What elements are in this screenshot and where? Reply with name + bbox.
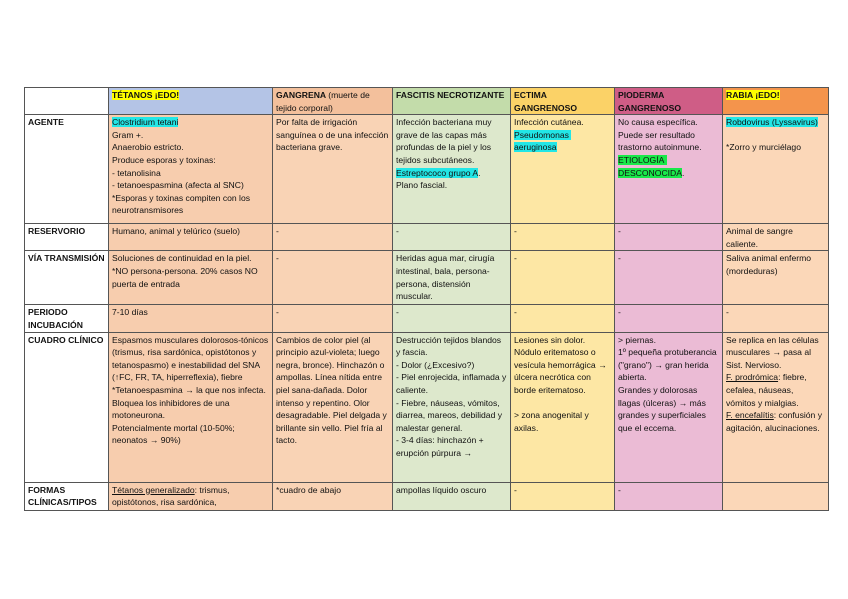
cell-text-after: : trismus, opistótonos, risa sardónica, <box>112 484 232 508</box>
header-tetanos <box>109 88 273 115</box>
table-cell <box>723 332 829 482</box>
cell-highlight: Clostridium tetani <box>112 117 179 128</box>
table-row <box>25 224 829 251</box>
table-cell: ampollas líquido oscuro <box>393 482 511 510</box>
cell-text: Se replica en las células musculares → pasa al Sist. Nervioso. <box>726 334 819 370</box>
row-label-formas-clinicas: FORMAS CLÍNICAS/TIPOS <box>25 482 109 510</box>
cell-text: Infección cutánea. <box>514 117 584 128</box>
cell-text: *Zorro y murciélago <box>726 142 801 153</box>
table-cell: Cambios de color piel (al principio azul-violeta; luego negra, bronce). Hinchazón o ampollas. Línea nítida entre piel sana-dañada. Dolor intenso y repentino. Olor desagradable. Piel delgada y brillante sin vello. Piel fría al tacto. <box>273 332 393 482</box>
table-cell: Espasmos musculares dolorosos-tónicos (trismus, risa sardónica, opistótonos y tetanospasmo) e inestabilidad del SNA (↑FC, FR, TA, hiperreflexia), fiebre *Tetanoespasmina → la que nos infecta. Bloquea los inhibidores de una motoneurona. Potencialmente mortal (10-50%; neonatos → 90%) <box>109 332 273 482</box>
header-row <box>25 88 829 115</box>
header-gangrena-label: GANGRENA <box>276 90 326 100</box>
table-row <box>25 332 829 482</box>
cell-ectima-agente <box>511 115 615 224</box>
table-cell: - <box>723 305 829 332</box>
header-corner <box>25 88 109 115</box>
table-cell: - <box>393 224 511 251</box>
table-cell: *cuadro de abajo <box>273 482 393 510</box>
table-cell: Animal de sangre caliente. <box>723 224 829 251</box>
header-fascitis: FASCITIS NECROTIZANTE <box>393 88 511 115</box>
table-cell: Humano, animal y telúrico (suelo) <box>109 224 273 251</box>
disease-comparison-table <box>24 87 829 511</box>
cell-text-after: : confusión y agitación, alucinaciones. <box>726 410 825 433</box>
type-tetanos-generalizado: Tétanos generalizado <box>112 484 195 495</box>
cell-rabia-agente <box>723 115 829 224</box>
table-cell: - <box>273 305 393 332</box>
table-cell: - <box>615 482 723 510</box>
cell-highlight: Pseudomonas aeruginosa <box>514 129 572 153</box>
cell-text-after: . <box>681 167 685 178</box>
header-gangrena <box>273 88 393 115</box>
cell-text-after: . Plano fascial. <box>396 167 481 191</box>
table-cell: - <box>615 224 723 251</box>
table-cell: Destrucción tejidos blandos y fascia. - Dolor (¿Excesivo?) - Piel enrojecida, inflamada y caliente. - Fiebre, náuseas, vómitos, diarrea, mareos, debilidad y malestar general. - 3-4 días: hinchazón + erupción púrpura → <box>393 332 511 482</box>
table-cell: Heridas agua mar, cirugía intestinal, bala, persona-persona, distensión muscular. <box>393 251 511 305</box>
cell-text: No causa específica. Puede ser resultado trastorno autoinmune. <box>618 117 702 153</box>
table-row <box>25 305 829 332</box>
table-row <box>25 115 829 224</box>
table-cell: - <box>511 305 615 332</box>
table-row <box>25 482 829 510</box>
table-cell: - <box>511 224 615 251</box>
header-gangrena-note: (muerte de tejido corporal) <box>276 90 373 113</box>
cell-highlight: Robdovirus (Lyssavirus) <box>726 117 818 128</box>
phase-prodromica: F. prodrómica <box>726 372 779 383</box>
row-label-periodo-incubacion: PERIODO INCUBACIÓN <box>25 305 109 332</box>
cell-tetanos-agente <box>109 115 273 224</box>
phase-encefalitis: F. encefalítis <box>726 410 774 421</box>
row-label-reservorio: RESERVORIO <box>25 224 109 251</box>
row-label-agente: AGENTE <box>25 115 109 224</box>
table-cell: Soluciones de continuidad en la piel. *NO persona-persona. 20% casos NO puerta de entrada <box>109 251 273 305</box>
table-cell <box>109 482 273 510</box>
cell-fascitis-agente <box>393 115 511 224</box>
header-rabia <box>723 88 829 115</box>
cell-highlight: ETIOLOGÍA DESCONOCIDA <box>618 154 682 178</box>
row-label-cuadro-clinico: CUADRO CLÍNICO <box>25 332 109 482</box>
table-cell: - <box>273 224 393 251</box>
header-rabia-label: RABIA ¡EDO! <box>726 90 780 100</box>
table-cell: 7-10 días <box>109 305 273 332</box>
table-cell: - <box>393 305 511 332</box>
cell-text-mid: : fiebre, cefalea, náuseas, vómitos y mialgias. <box>726 372 807 408</box>
table-cell: Saliva animal enfermo (mordeduras) <box>723 251 829 305</box>
cell-text: Infección bacteriana muy grave de las capas más profundas de la piel y los tejidos subcutáneos. <box>396 117 492 165</box>
header-tetanos-label: TÉTANOS ¡EDO! <box>112 90 180 100</box>
table-cell: Lesiones sin dolor. Nódulo eritematoso o vesícula hemorrágica → úlcera necrótica con borde eritematoso. > zona anogenital y axilas. <box>511 332 615 482</box>
table-cell: > piernas. 1º pequeña protuberancia ("grano") → gran herida abierta. Grandes y dolorosas llagas (úlceras) → más grandes y superficiales que el eccema. <box>615 332 723 482</box>
table-cell: - <box>273 251 393 305</box>
table-cell: - <box>615 305 723 332</box>
cell-highlight: Estreptococo grupo A <box>396 167 479 178</box>
cell-pioderma-agente <box>615 115 723 224</box>
header-ectima: ECTIMA GANGRENOSO <box>511 88 615 115</box>
row-label-via-transmision: VÍA TRANSMISIÓN <box>25 251 109 305</box>
cell-text: Gram +. Anaerobio estricto. Produce esporas y toxinas: - tetanolisina - tetanoespasmina (afecta al SNC) *Esporas y toxinas compiten con los neurotransmisores <box>112 129 251 216</box>
table-cell: - <box>511 251 615 305</box>
table-cell: - <box>615 251 723 305</box>
header-pioderma: PIODERMA GANGRENOSO <box>615 88 723 115</box>
cell-gangrena-agente: Por falta de irrigación sanguínea o de una infección bacteriana grave. <box>273 115 393 224</box>
table-cell: - <box>511 482 615 510</box>
table-row <box>25 251 829 305</box>
table-cell <box>723 482 829 510</box>
